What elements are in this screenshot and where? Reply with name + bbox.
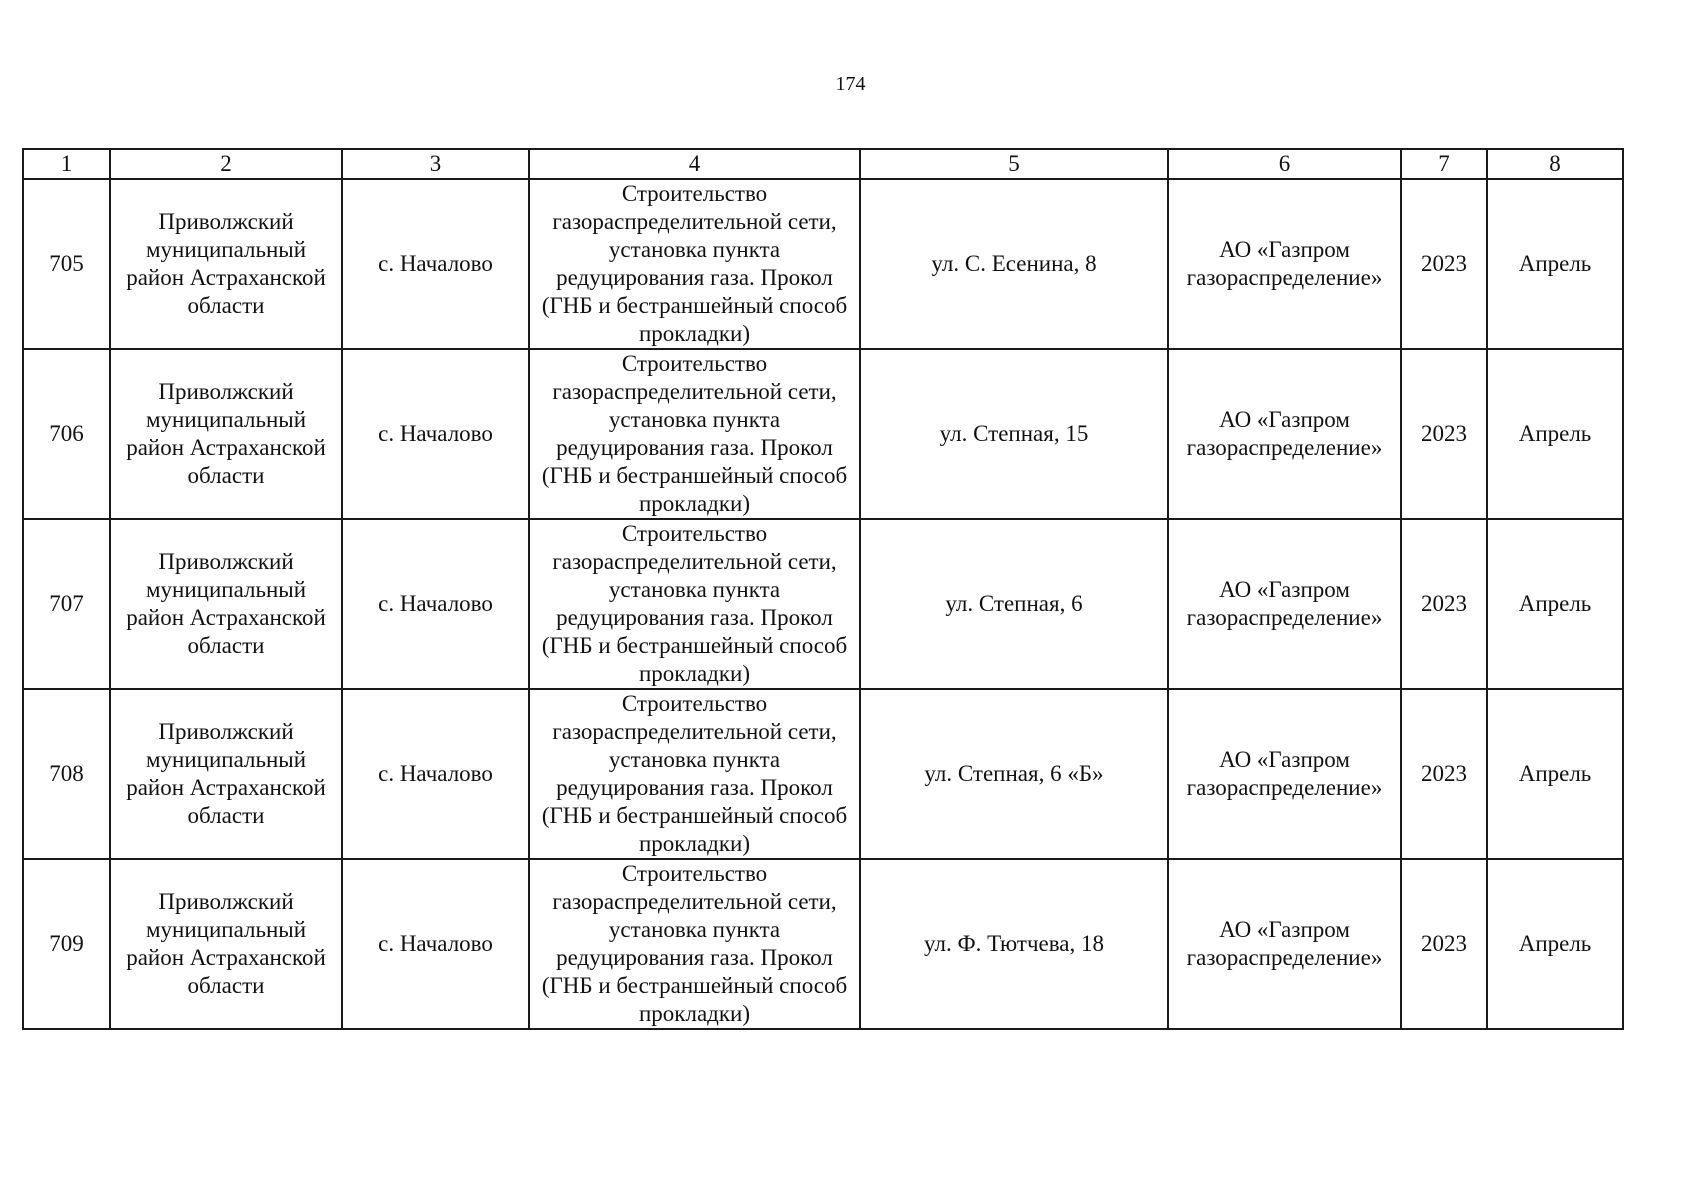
address-cell: ул. Степная, 6 «Б» xyxy=(860,689,1168,859)
row-number: 707 xyxy=(23,519,110,689)
work-description-cell: Строительство газораспределительной сети, установка пункта редуцирования газа. Прокол (ГНБ и бестраншейный способ прокладки) xyxy=(529,179,860,349)
table-row xyxy=(23,519,1623,689)
address-cell: ул. Ф. Тютчева, 18 xyxy=(860,859,1168,1029)
table-row xyxy=(23,689,1623,859)
column-header-1: 1 xyxy=(23,149,110,179)
schedule-table xyxy=(22,148,1624,1030)
row-number: 706 xyxy=(23,349,110,519)
table-row xyxy=(23,859,1623,1029)
table-body xyxy=(23,179,1623,1029)
page-number: 174 xyxy=(835,73,866,95)
column-header-7: 7 xyxy=(1401,149,1487,179)
address-cell: ул. С. Есенина, 8 xyxy=(860,179,1168,349)
month-cell: Апрель xyxy=(1487,519,1623,689)
work-description-cell: Строительство газораспределительной сети, установка пункта редуцирования газа. Прокол (ГНБ и бестраншейный способ прокладки) xyxy=(529,689,860,859)
company-cell: АО «Газпром газораспределение» xyxy=(1168,349,1401,519)
column-header-3: 3 xyxy=(342,149,529,179)
table-row xyxy=(23,349,1623,519)
company-cell: АО «Газпром газораспределение» xyxy=(1168,859,1401,1029)
table-row xyxy=(23,179,1623,349)
year-cell: 2023 xyxy=(1401,689,1487,859)
district-cell: Приволжский муниципальный район Астраханской области xyxy=(110,349,342,519)
year-cell: 2023 xyxy=(1401,859,1487,1029)
row-number: 705 xyxy=(23,179,110,349)
row-number: 708 xyxy=(23,689,110,859)
work-description-cell: Строительство газораспределительной сети, установка пункта редуцирования газа. Прокол (ГНБ и бестраншейный способ прокладки) xyxy=(529,859,860,1029)
month-cell: Апрель xyxy=(1487,859,1623,1029)
settlement-cell: с. Началово xyxy=(342,349,529,519)
month-cell: Апрель xyxy=(1487,689,1623,859)
year-cell: 2023 xyxy=(1401,179,1487,349)
address-cell: ул. Степная, 15 xyxy=(860,349,1168,519)
company-cell: АО «Газпром газораспределение» xyxy=(1168,179,1401,349)
table-header xyxy=(23,149,1623,179)
district-cell: Приволжский муниципальный район Астраханской области xyxy=(110,519,342,689)
year-cell: 2023 xyxy=(1401,349,1487,519)
settlement-cell: с. Началово xyxy=(342,689,529,859)
header-row xyxy=(23,149,1623,179)
column-header-4: 4 xyxy=(529,149,860,179)
settlement-cell: с. Началово xyxy=(342,519,529,689)
district-cell: Приволжский муниципальный район Астраханской области xyxy=(110,179,342,349)
address-cell: ул. Степная, 6 xyxy=(860,519,1168,689)
row-number: 709 xyxy=(23,859,110,1029)
district-cell: Приволжский муниципальный район Астраханской области xyxy=(110,859,342,1029)
column-header-5: 5 xyxy=(860,149,1168,179)
year-cell: 2023 xyxy=(1401,519,1487,689)
month-cell: Апрель xyxy=(1487,349,1623,519)
column-header-8: 8 xyxy=(1487,149,1623,179)
work-description-cell: Строительство газораспределительной сети, установка пункта редуцирования газа. Прокол (ГНБ и бестраншейный способ прокладки) xyxy=(529,349,860,519)
month-cell: Апрель xyxy=(1487,179,1623,349)
district-cell: Приволжский муниципальный район Астраханской области xyxy=(110,689,342,859)
company-cell: АО «Газпром газораспределение» xyxy=(1168,689,1401,859)
column-header-6: 6 xyxy=(1168,149,1401,179)
settlement-cell: с. Началово xyxy=(342,859,529,1029)
company-cell: АО «Газпром газораспределение» xyxy=(1168,519,1401,689)
work-description-cell: Строительство газораспределительной сети, установка пункта редуцирования газа. Прокол (ГНБ и бестраншейный способ прокладки) xyxy=(529,519,860,689)
column-header-2: 2 xyxy=(110,149,342,179)
settlement-cell: с. Началово xyxy=(342,179,529,349)
